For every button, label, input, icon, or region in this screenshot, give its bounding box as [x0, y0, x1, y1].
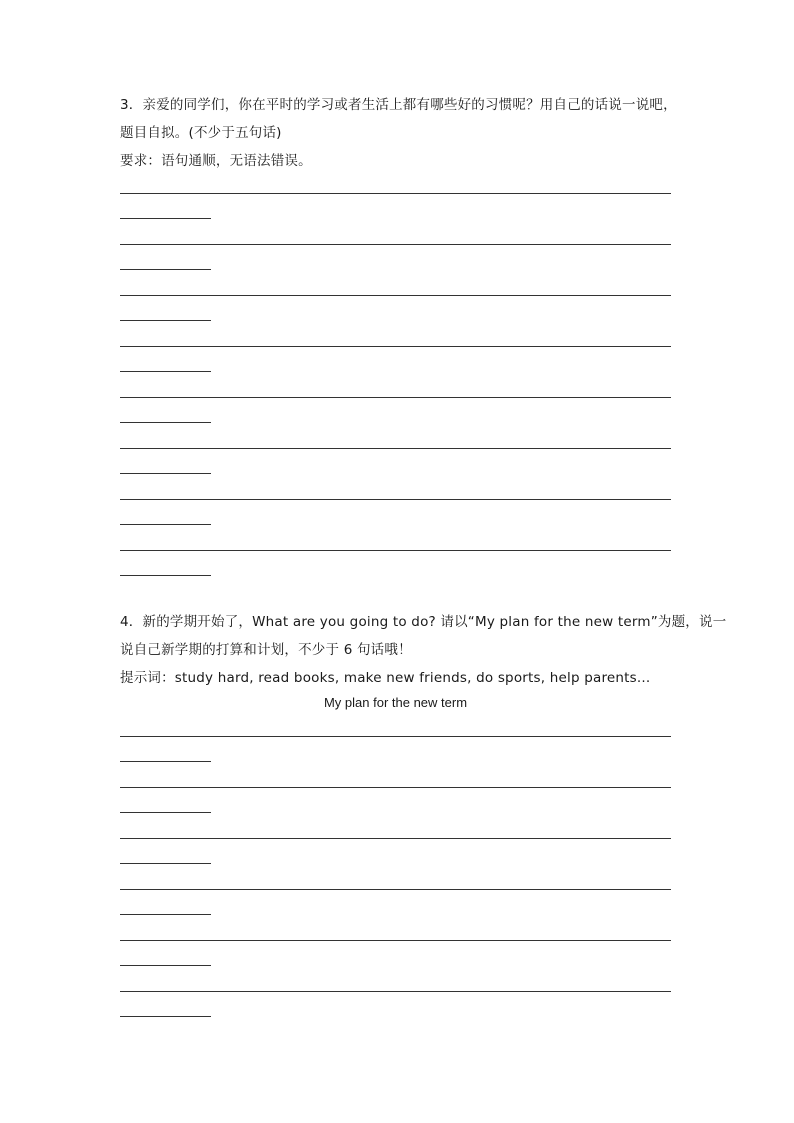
writing-line-pair[interactable]	[120, 193, 671, 244]
writing-line-pair[interactable]	[120, 889, 671, 940]
writing-line-pair[interactable]	[120, 295, 671, 346]
writing-line-long[interactable]	[120, 940, 671, 941]
question-3-writing-area[interactable]	[120, 193, 671, 601]
writing-line-long[interactable]	[120, 838, 671, 839]
writing-line-short[interactable]	[120, 371, 211, 372]
writing-line-pair[interactable]	[120, 448, 671, 499]
question-4-prompt-line-2: 说自己新学期的打算和计划，不少于 6 句话哦！	[120, 642, 412, 658]
question-4-writing-area[interactable]	[120, 736, 671, 1042]
question-4-hint-words: 提示词：study hard, read books, make new friends, do sports, help parents...	[120, 670, 651, 686]
writing-line-long[interactable]	[120, 448, 671, 449]
writing-line-pair[interactable]	[120, 838, 671, 889]
writing-line-short[interactable]	[120, 575, 211, 576]
writing-line-short[interactable]	[120, 761, 211, 762]
writing-line-short[interactable]	[120, 1016, 211, 1017]
writing-line-pair[interactable]	[120, 991, 671, 1042]
writing-line-long[interactable]	[120, 346, 671, 347]
writing-line-long[interactable]	[120, 397, 671, 398]
writing-line-pair[interactable]	[120, 346, 671, 397]
writing-line-long[interactable]	[120, 736, 671, 737]
writing-line-long[interactable]	[120, 499, 671, 500]
writing-line-short[interactable]	[120, 863, 211, 864]
writing-line-pair[interactable]	[120, 499, 671, 550]
essay-title: My plan for the new term	[323, 695, 468, 710]
writing-line-long[interactable]	[120, 550, 671, 551]
writing-line-short[interactable]	[120, 269, 211, 270]
writing-line-short[interactable]	[120, 524, 211, 525]
writing-line-long[interactable]	[120, 991, 671, 992]
writing-line-short[interactable]	[120, 422, 211, 423]
writing-line-long[interactable]	[120, 295, 671, 296]
question-3-prompt-line-1: 3．亲爱的同学们，你在平时的学习或者生活上都有哪些好的习惯呢？用自己的话说一说吧，	[120, 97, 677, 113]
writing-line-pair[interactable]	[120, 940, 671, 991]
writing-line-short[interactable]	[120, 965, 211, 966]
question-3	[120, 91, 680, 175]
question-3-prompt-line-2: 题目自拟。(不少于五句话)	[120, 125, 282, 141]
writing-line-short[interactable]	[120, 473, 211, 474]
writing-line-pair[interactable]	[120, 550, 671, 601]
writing-line-pair[interactable]	[120, 736, 671, 787]
writing-line-long[interactable]	[120, 889, 671, 890]
question-3-requirement: 要求：语句通顺，无语法错误。	[120, 153, 312, 169]
writing-line-short[interactable]	[120, 914, 211, 915]
writing-line-long[interactable]	[120, 787, 671, 788]
writing-line-long[interactable]	[120, 193, 671, 194]
writing-line-short[interactable]	[120, 320, 211, 321]
writing-line-pair[interactable]	[120, 787, 671, 838]
writing-line-pair[interactable]	[120, 244, 671, 295]
question-4	[120, 608, 727, 692]
writing-line-short[interactable]	[120, 812, 211, 813]
writing-line-pair[interactable]	[120, 397, 671, 448]
writing-line-short[interactable]	[120, 218, 211, 219]
writing-line-long[interactable]	[120, 244, 671, 245]
question-4-prompt-line-1: 4．新的学期开始了，What are you going to do? 请以“My plan for the new term”为题，说一	[120, 614, 727, 630]
